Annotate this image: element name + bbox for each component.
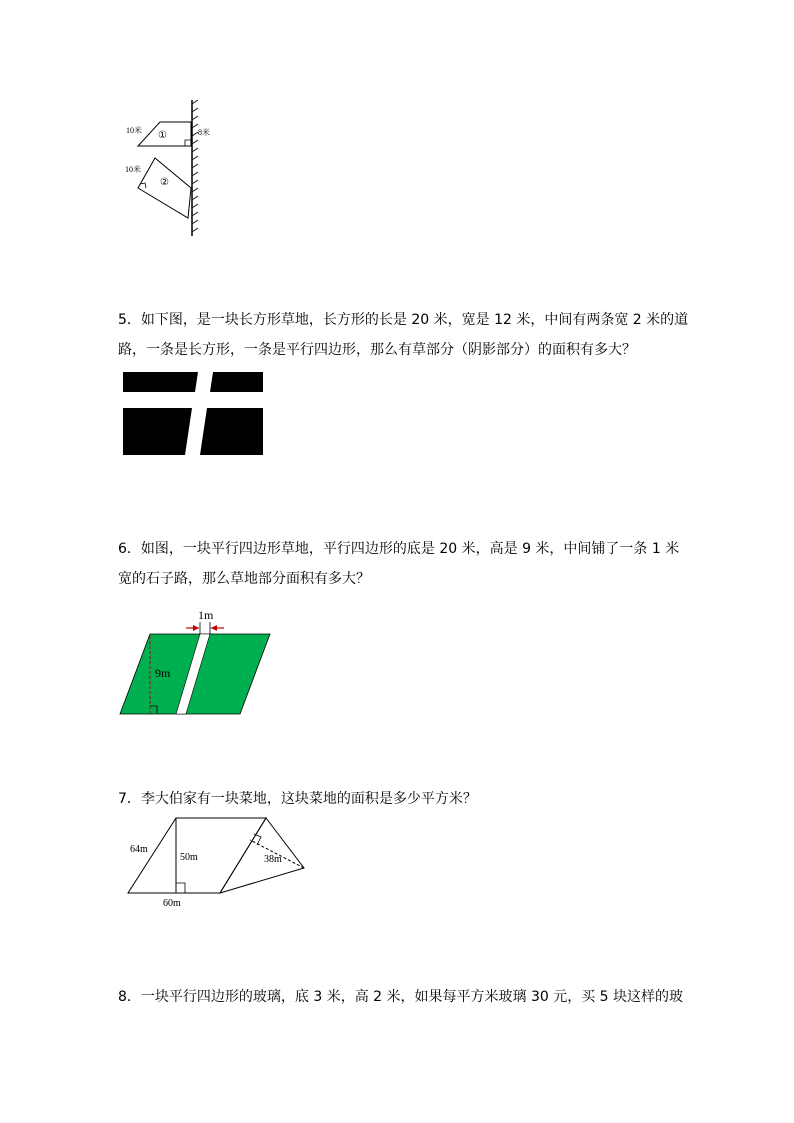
q7-line1: 7．李大伯家有一块菜地，这块菜地的面积是多少平方米？ (118, 791, 477, 807)
label-10m-left: 10米 (125, 165, 141, 174)
q5-line1: 5．如下图，是一块长方形草地，长方形的长是 20 米，宽是 12 米，中间有两条宽 2 米的道 (118, 312, 689, 328)
shape-2-label: ② (160, 177, 169, 188)
label-9m: 9m (155, 666, 171, 680)
label-60m: 60m (163, 898, 181, 909)
label-8m: 8米 (198, 128, 210, 137)
q5-line2: 路，一条是长方形，一条是平行四边形，那么有草部分（阴影部分）的面积有多大？ (118, 342, 636, 358)
label-64m: 64m (130, 844, 148, 855)
q8-line1: 8．一块平行四边形的玻璃，底 3 米，高 2 米，如果每平方米玻璃 30 元，买 5 块这样的玻 (118, 989, 684, 1005)
field-triangle (220, 818, 304, 893)
label-10m-top: 10米 (126, 126, 142, 135)
shape-1-label: ① (158, 130, 167, 141)
label-38m: 38m (264, 854, 282, 865)
q6-line1: 6．如图，一块平行四边形草地，平行四边形的底是 20 米，高是 9 米，中间铺了一条 1 米 (118, 541, 680, 557)
q6-line2: 宽的石子路，那么草地部分面积有多大？ (118, 571, 370, 587)
label-50m: 50m (180, 852, 198, 863)
label-1m: 1m (198, 608, 214, 622)
